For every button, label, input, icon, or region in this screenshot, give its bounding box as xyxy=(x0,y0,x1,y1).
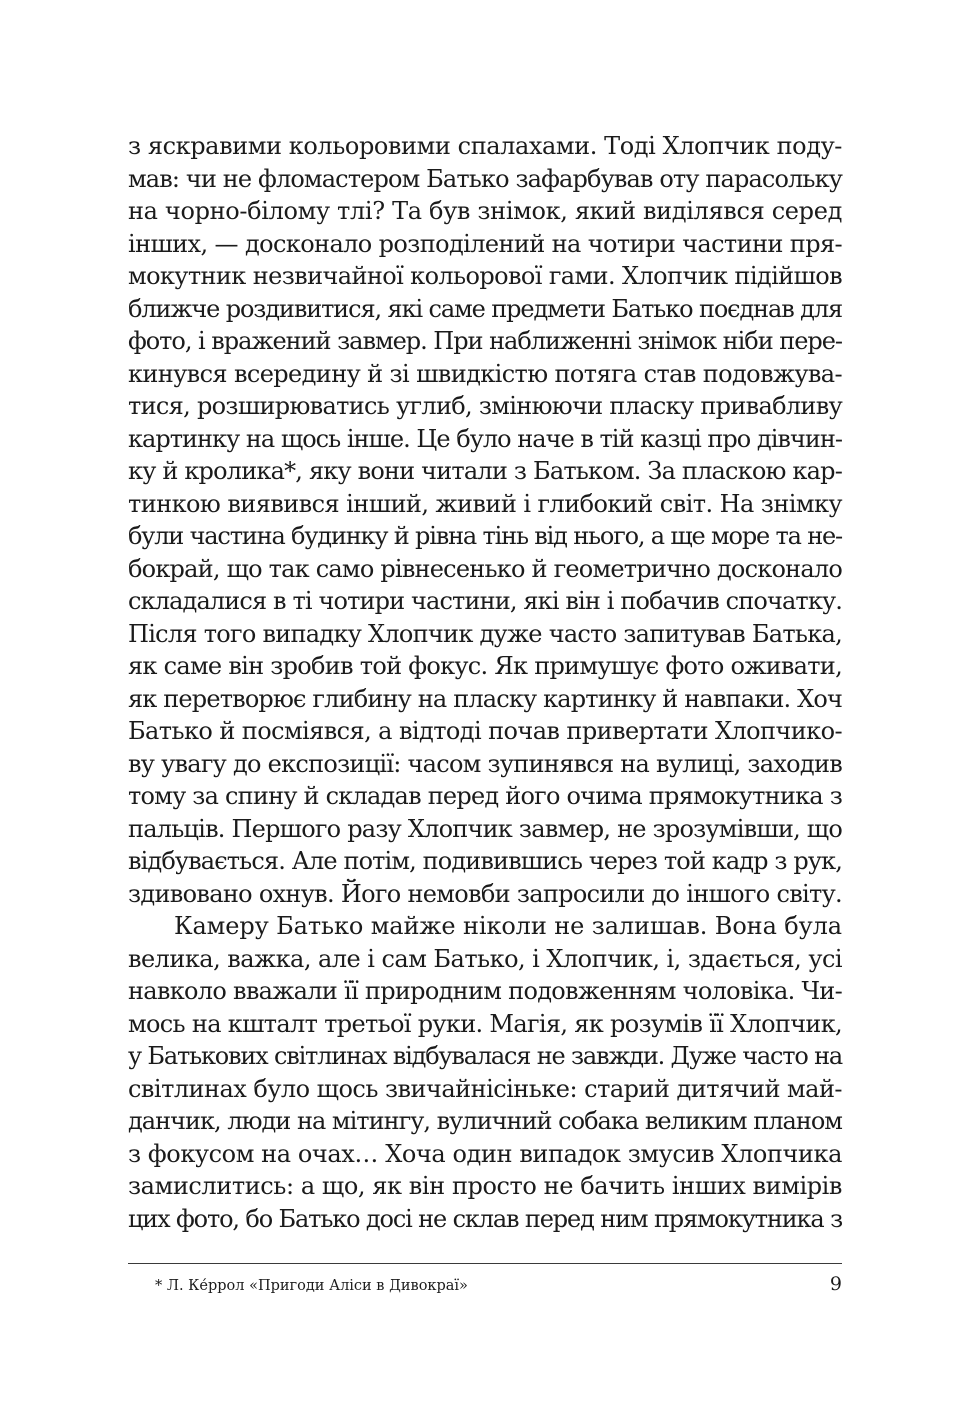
text-line: навколо вважали її природним подовженням чоловіка. Чи- xyxy=(128,977,843,1005)
text-line: тися, розширюватись углиб, змінюючи пласку привабливу xyxy=(128,392,842,420)
text-line: як перетворює глибину на пласку картинку й навпаки. Хоч xyxy=(128,684,843,713)
text-line: мав: чи не фломастером Батько зафарбував оту парасольку xyxy=(128,164,843,193)
text-line: тинкою виявився інший, живий і глибокий світ. На знімку xyxy=(128,489,842,518)
footnote-rule xyxy=(128,1263,842,1264)
text-line: замислитись: а що, як він просто не бачить інших вимірів xyxy=(128,1172,843,1200)
text-line: складалися в ті чотири частини, які він і побачив спочатку. xyxy=(128,587,842,615)
text-line: бокрай, що так само рівнесенько й геометрично досконало xyxy=(128,554,842,583)
text-line: на чорно-білому тлі? Та був знімок, який виділявся серед xyxy=(128,197,843,225)
text-line: Після того випадку Хлопчик дуже часто запитував Батька, xyxy=(128,619,842,648)
text-line: данчик, люди на мітингу, вуличний собака великим планом xyxy=(128,1107,842,1135)
text-line: з яскравими кольоровими спалахами. Тоді Хлопчик поду- xyxy=(128,132,842,160)
paragraph xyxy=(128,910,842,1235)
text-line: кинувся всередину й зі швидкістю потяга став подовжува- xyxy=(128,359,842,388)
text-line: мось на кшталт третьої руки. Магія, як розумів її Хлопчик, xyxy=(128,1009,843,1038)
text-line: мокутник незвичайної кольорової гами. Хлопчик підійшов xyxy=(128,262,842,290)
text-line: відбувається. Але потім, подивившись через той кадр з рук, xyxy=(128,847,842,875)
text-line: як саме він зробив той фокус. Як примушує фото оживати, xyxy=(128,652,843,680)
text-line: фото, і вражений завмер. При наближенні знімок ніби пере- xyxy=(128,327,842,355)
text-line: ку й кролика*, яку вони читали з Батьком. За пласкою кар- xyxy=(128,457,842,485)
text-line: картинку на щось інше. Це було наче в тій казці про дівчин- xyxy=(128,424,842,453)
text-line: здивовано охнув. Його немовби запросили до іншого світу. xyxy=(128,879,842,908)
text-line: інших, — досконало розподілений на чотири частини пря- xyxy=(128,229,842,258)
page-number: 9 xyxy=(829,1273,842,1295)
text-line: пальців. Першого разу Хлопчик завмер, не зрозумівши, що xyxy=(128,814,842,843)
text-line: Камеру Батько майже ніколи не залишав. Вона була xyxy=(174,912,842,940)
paragraph xyxy=(128,130,842,910)
text-line: у Батькових світлинах відбувалася не завжди. Дуже часто на xyxy=(128,1042,843,1070)
text-line: були частина будинку й рівна тінь від нього, а ще море та не- xyxy=(128,522,842,550)
footnote: * Л. Ке́ррол «Пригоди Аліси в Дивокраї» xyxy=(155,1278,468,1294)
text-line: тому за спину й складав перед його очима прямокутника з xyxy=(128,782,843,810)
text-line: світлинах було щось звичайнісіньке: старий дитячий май- xyxy=(128,1074,843,1103)
body-text xyxy=(128,130,842,1235)
text-line: ву увагу до експозиції: часом зупинявся на вулиці, заходив xyxy=(128,749,842,778)
text-line: ближче роздивитися, які саме предмети Батько поєднав для xyxy=(128,294,842,323)
text-line: велика, важка, але і сам Батько, і Хлопчик, і, здається, усі xyxy=(128,944,842,973)
text-line: з фокусом на очах… Хоча один випадок змусив Хлопчика xyxy=(128,1139,842,1168)
text-line: цих фото, бо Батько досі не склав перед ним прямокутника з xyxy=(128,1204,843,1233)
text-line: Батько й посміявся, а відтоді почав привертати Хлопчико- xyxy=(128,717,842,745)
